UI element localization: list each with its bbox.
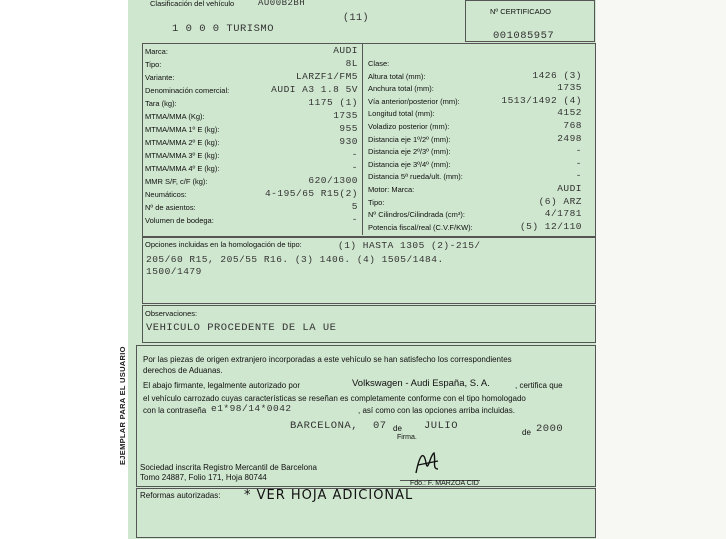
signature-scribble (412, 447, 442, 477)
field-label: MMR S/F, c/F (kg): (145, 177, 208, 186)
scan-background (596, 0, 726, 539)
certificado-value: 001085957 (493, 30, 555, 42)
field-label: Distancia eje 1º/2º (mm): (368, 134, 451, 144)
registro-line1: Sociedad inscrita Registro Mercantil de Barcelona (140, 463, 317, 472)
field-value: 955 (339, 123, 358, 134)
field-label: Nº Cilindros/Cilindrada (cm³): (368, 210, 465, 220)
mes: JULIO (424, 420, 459, 432)
field-label: Distancia 5ª rueda/ult. (mm): (368, 172, 463, 182)
field-label: MTMA/MMA 4º E (kg): (145, 164, 220, 173)
field-value: - (351, 162, 358, 173)
field-label: MTMA/MMA 2º E (kg): (145, 138, 220, 147)
field-label: MTMA/MMA 1º E (kg): (145, 125, 220, 134)
field-label: Clase: (368, 59, 390, 68)
observaciones-value: VEHICULO PROCEDENTE DE LA UE (146, 322, 337, 334)
field-value: 1513/1492 (4) (501, 94, 582, 106)
field-label: Anchura total (mm): (368, 84, 434, 94)
observaciones-label: Observaciones: (145, 309, 198, 318)
column-divider (362, 43, 363, 235)
fdo-label: Fdo.: F. MARZOA CID (410, 480, 479, 487)
field-label: Voladizo posterior (mm): (368, 122, 450, 131)
declaracion-line2: derechos de Aduanas. (143, 366, 223, 375)
ciudad: BARCELONA, (290, 420, 359, 432)
field-label: Distancia eje 3º/4º (mm): (368, 159, 451, 169)
field-value: - (351, 214, 358, 225)
firmante-name: Volkswagen - Audi España, S. A. (352, 378, 490, 389)
anio: 2000 (536, 423, 564, 435)
de-label-2: de (522, 428, 531, 437)
field-value: 2498 (557, 132, 582, 144)
field-label: Vía anterior/posterior (mm): (368, 96, 460, 106)
field-value: 768 (563, 120, 582, 131)
field-value: AUDI (557, 183, 582, 194)
field-label: Distancia eje 2º/3º (mm): (368, 147, 451, 157)
field-label: Volumen de bodega: (145, 216, 214, 225)
certificado-label: Nº CERTIFICADO (490, 7, 551, 16)
field-value: 4/1781 (544, 208, 582, 220)
field-label: Denominación comercial: (145, 86, 230, 95)
field-value: - (351, 149, 358, 160)
de-label-1: de (393, 424, 402, 433)
field-label: Neumáticos: (145, 190, 187, 199)
field-value: 1175 (1) (308, 97, 358, 108)
contrasena-value: e1*98/14*0042 (211, 403, 292, 414)
clasificacion-code: AU00B2BH (258, 0, 306, 8)
field-label: Marca: (145, 47, 168, 56)
field-value: LARZF1/FM5 (295, 71, 358, 82)
field-value: (5) 12/110 (519, 220, 582, 232)
contrasena-label: con la contraseña (143, 406, 207, 415)
reformas-label: Reformas autorizadas: (140, 491, 221, 500)
declaracion-line1: Por las piezas de origen extranjero incorporadas a este vehículo se han satisfecho los correspondientes (143, 355, 512, 364)
field-label: Nº de asientos: (145, 203, 196, 212)
opciones-label: Opciones incluidas en la homologación de tipo: (145, 240, 302, 249)
field-value: - (575, 145, 582, 157)
field-value: 620/1300 (308, 175, 358, 186)
declaracion-line3: el vehículo carrozado cuyas características se reseñan es completamente conforme con el tipo homologado (143, 394, 526, 403)
registro-line2: Tomo 24887, Folio 171, Hoja 80744 (140, 473, 267, 482)
opciones-line2: 205/60 R15, 205/55 R16. (3) 1406. (4) 1505/1484. (146, 254, 444, 265)
declaracion-line4: , así como con las opciones arriba incluidas. (358, 406, 515, 415)
field-value: 1735 (333, 110, 358, 121)
field-value: - (575, 157, 582, 169)
field-value: 4152 (557, 107, 582, 119)
field-label: Motor: Marca: (368, 185, 415, 194)
opciones-line1: (1) HASTA 1305 (2)-215/ (338, 240, 481, 251)
field-label: Potencia fiscal/real (C.V.F/KW): (368, 222, 473, 232)
clasificacion-label: Clasificación del vehículo (150, 0, 235, 8)
firmante-label: El abajo firmante, legalmente autorizado por (143, 381, 300, 390)
field-label: MTMA/MMA 3º E (kg): (145, 151, 220, 160)
firma-label: Firma. (397, 434, 417, 441)
field-value: AUDI A3 1.8 5V (271, 84, 358, 95)
field-label: Tara (kg): (145, 99, 177, 108)
field-value: 930 (339, 136, 358, 147)
clasificacion-value: 1 0 0 0 TURISMO (172, 23, 275, 35)
side-label: EJEMPLAR PARA EL USUARIO (118, 346, 127, 465)
reformas-value: * VER HOJA ADICIONAL (244, 488, 414, 503)
field-value: 4-195/65 R15(2) (264, 188, 358, 199)
field-label: Tipo: (145, 60, 162, 69)
field-value: AUDI (333, 45, 358, 56)
field-value: 1735 (557, 82, 582, 94)
opciones-line3: 1500/1479 (146, 266, 202, 277)
field-label: MTMA/MMA (Kg): (145, 112, 205, 121)
field-value: 5 (351, 201, 358, 212)
field-value: 1426 (3) (532, 69, 582, 81)
field-value: - (575, 170, 582, 182)
dia: 07 (373, 420, 387, 432)
field-value: 8L (345, 58, 358, 69)
field-label: Altura total (mm): (368, 71, 426, 81)
certifica-text: , certifica que (515, 381, 563, 390)
field-label: Longitud total (mm): (368, 109, 435, 119)
clasificacion-extra: (11) (343, 13, 370, 24)
field-value: (6) ARZ (538, 195, 582, 207)
field-label: Variante: (145, 73, 175, 82)
field-label: Tipo: (368, 197, 385, 207)
